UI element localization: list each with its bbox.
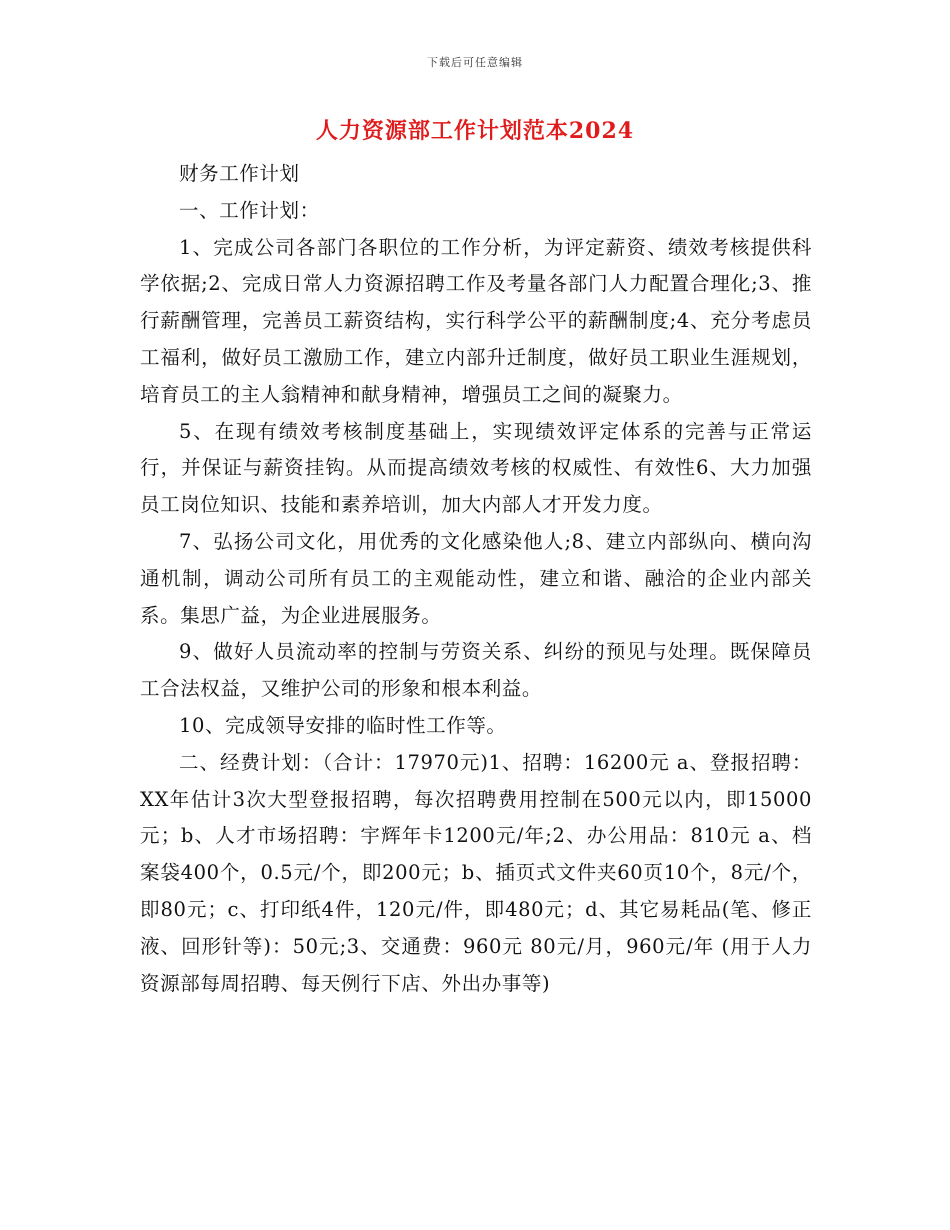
paragraph-item-5-6: 5、在现有绩效考核制度基础上，实现绩效评定体系的完善与正常运行，并保证与薪资挂钩。从而提高绩效考核的权威性、有效性6、大力加强员工岗位知识、技能和素养培训，加大内部人才开发力度。	[140, 419, 812, 517]
paragraph-item-10: 10、完成领导安排的临时性工作等。	[179, 713, 507, 737]
paragraph-budget-plan: 二、经费计划：（合计：17970元)1、招聘：16200元 a、登报招聘：XX年估计3次大型登报招聘，每次招聘费用控制在500元以内，即15000元；b、人才市场招聘：宇辉年卡1200元/年;2、办公用品：810元 a、档案袋400个，0.5元/个，即200元；b、插页式文件夹60页10个，8元/个，即80元；c、打印纸4件，120元/件，即480元；d、其它易耗品(笔、修正液、回形针等)：50元;3、交通费：960元 80元/月，960元/年 (用于人力资源部每周招聘、每天例行下店、外出办事等)	[140, 750, 812, 995]
paragraph-item-1-4: 1、完成公司各部门各职位的工作分析，为评定薪资、绩效考核提供科学依据;2、完成日常人力资源招聘工作及考量各部门人力配置合理化;3、推行薪酬管理，完善员工薪资结构，实行科学公平的薪酬制度;4、充分考虑员工福利，做好员工激励工作，建立内部升迁制度，做好员工职业生涯规划，培育员工的主人翁精神和献身精神，增强员工之间的凝聚力。	[140, 235, 812, 406]
paragraph-item-7-8: 7、弘扬公司文化，用优秀的文化感染他人;8、建立内部纵向、横向沟通机制，调动公司所有员工的主观能动性，建立和谐、融洽的企业内部关系。集思广益，为企业进展服务。	[140, 529, 812, 627]
document-title: 人力资源部工作计划范本2024	[315, 118, 635, 144]
document-body	[140, 156, 812, 1002]
paragraph-work-plan-heading: 一、工作计划：	[179, 198, 320, 222]
paragraph-section-heading: 财务工作计划	[179, 162, 300, 185]
header-note: 下载后可任意编辑	[427, 56, 523, 69]
paragraph-item-9: 9、做好人员流动率的控制与劳资关系、纠纷的预见与处理。既保障员工合法权益，又维护公司的形象和根本利益。	[140, 640, 812, 701]
